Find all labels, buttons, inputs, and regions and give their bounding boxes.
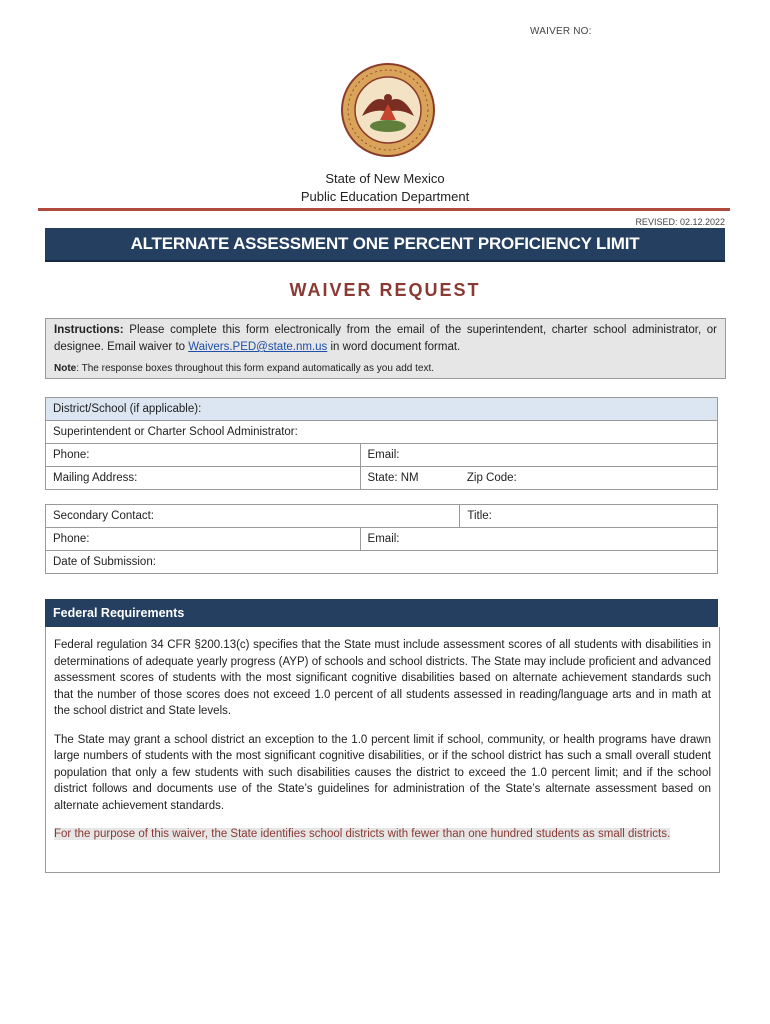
federal-paragraph-1: Federal regulation 34 CFR §200.13(c) specifies that the State must include assessment scores of all students with disabilities in determinations of adequate yearly progress (AYP) of schools and school districts. The State may include proficient and advanced assessment scores of students with the most significant cognitive disabilities based on alternate achievement standards such that the number of those scores does not exceed 1.0 percent of all students assessed in reading/language arts and in math at the school district and State levels. [54, 639, 711, 717]
header-divider [38, 208, 730, 211]
secondary-phone-field[interactable]: Phone: [46, 528, 361, 551]
revised-date: REVISED: 02.12.2022 [635, 217, 725, 227]
phone-email-row [46, 444, 718, 467]
small-district-note: For the purpose of this waiver, the State identifies school districts with fewer than one hundred students as small districts. [54, 828, 671, 840]
waiver-email-link[interactable]: Waivers.PED@state.nm.us [188, 341, 328, 353]
secondary-contact-field[interactable]: Secondary Contact: [46, 505, 460, 528]
phone-field[interactable]: Phone: [46, 444, 361, 467]
superintendent-field[interactable]: Superintendent or Charter School Administrator: [46, 421, 718, 444]
zip-code-field[interactable]: Zip Code: [460, 467, 718, 490]
note-label: Note [54, 363, 77, 374]
form-title: ALTERNATE ASSESSMENT ONE PERCENT PROFICIENCY LIMIT [45, 228, 725, 262]
address-row [46, 467, 718, 490]
federal-requirements-heading: Federal Requirements [45, 599, 718, 627]
state-seal-icon [340, 62, 436, 158]
instructions-box [45, 318, 726, 379]
state-field: State: NM [360, 467, 460, 490]
waiver-number-label: WAIVER NO: [530, 26, 592, 37]
contact-table [45, 397, 718, 490]
secondary-title-field[interactable]: Title: [460, 505, 718, 528]
submission-date-row [46, 551, 718, 574]
superintendent-row [46, 421, 718, 444]
agency-heading [0, 170, 770, 206]
district-row [46, 398, 718, 421]
federal-paragraph-3 [54, 826, 711, 843]
mailing-address-field[interactable]: Mailing Address: [46, 467, 361, 490]
secondary-contact-table [45, 504, 718, 574]
instructions-body-2: in word document format. [327, 341, 461, 353]
instructions-note [54, 360, 717, 377]
federal-requirements-body [45, 627, 720, 873]
submission-date-field[interactable]: Date of Submission: [46, 551, 718, 574]
secondary-contact-row [46, 505, 718, 528]
state-name: State of New Mexico [325, 171, 445, 186]
instructions-body-1: Please complete this form electronically from the email of the superintendent, charter school administrator, or designee. Email waiver to [54, 324, 717, 353]
federal-paragraph-2: The State may grant a school district an exception to the 1.0 percent limit if school, community, or health programs have drawn large numbers of students with the most significant cognitive disabilities, or if the school district has such a small overall student population that only a few students with such disabilities causes the district to exceed the 1.0 percent limit; and if the school district follows and documents use of the State’s guidelines for administration of the State’s alternate assessment based on alternate achievement standards. [54, 733, 711, 812]
department-name: Public Education Department [300, 189, 470, 204]
district-field[interactable]: District/School (if applicable): [46, 398, 718, 421]
email-field[interactable]: Email: [360, 444, 718, 467]
note-text: : The response boxes throughout this form expand automatically as you add text. [76, 363, 435, 374]
secondary-phone-email-row [46, 528, 718, 551]
secondary-email-field[interactable]: Email: [360, 528, 717, 551]
instructions-text [54, 322, 717, 356]
instructions-label: Instructions: [54, 324, 124, 336]
form-subtitle: WAIVER REQUEST [289, 280, 481, 300]
